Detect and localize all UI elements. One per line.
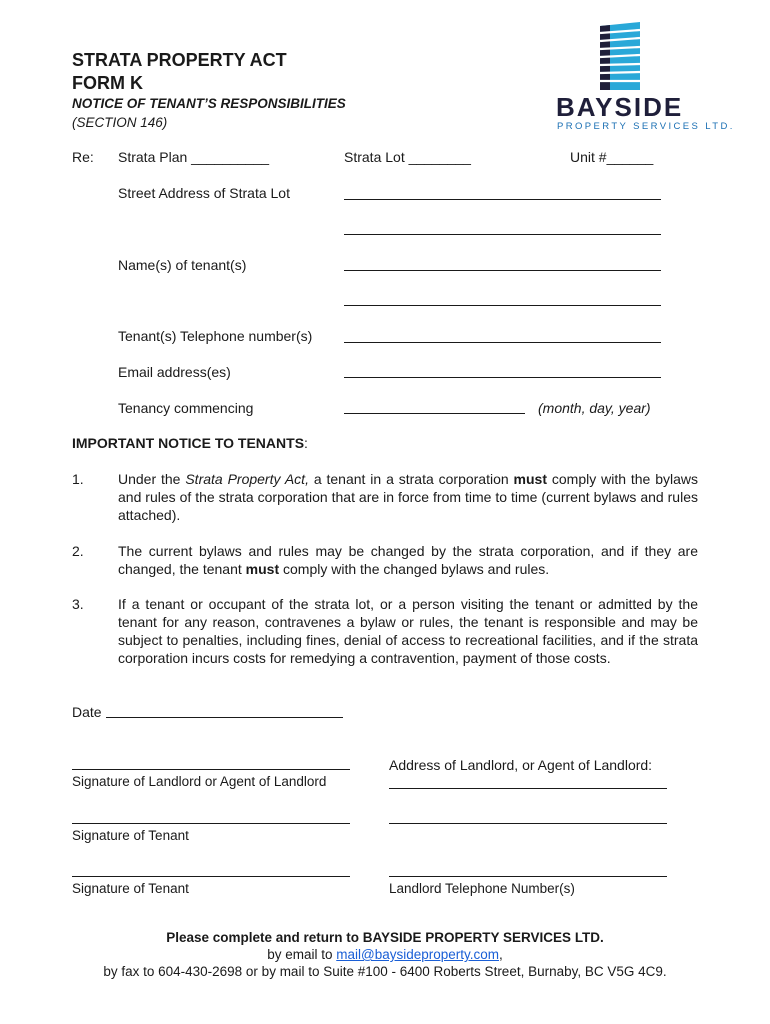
- notice-item-1: Under the Strata Property Act, a tenant in a strata corporation must comply with the bylaws and rules of the strata corporation that are in force from time to time (current bylaws and rules attached).: [118, 471, 698, 523]
- strata-lot-field[interactable]: Strata Lot ________: [344, 149, 471, 165]
- unit-field[interactable]: Unit #______: [570, 149, 654, 165]
- email-label: Email address(es): [118, 364, 231, 380]
- telephone-line[interactable]: [344, 342, 661, 343]
- form-title: STRATA PROPERTY ACT: [72, 50, 287, 70]
- street-address-label: Street Address of Strata Lot: [118, 185, 290, 201]
- notice-title: NOTICE OF TENANT’S RESPONSIBILITIES: [72, 96, 346, 111]
- landlord-address-label: Address of Landlord, or Agent of Landlord:: [389, 757, 653, 773]
- landlord-signature-label: Signature of Landlord or Agent of Landlord: [72, 774, 327, 789]
- footer-address: by fax to 604-430-2698 or by mail to Suite #100 - 6400 Roberts Street, Burnaby, BC V5G 4C9.: [103, 964, 667, 979]
- notice-heading: IMPORTANT NOTICE TO TENANTS:: [72, 435, 308, 451]
- tenant-signature-label-1: Signature of Tenant: [72, 828, 189, 843]
- landlord-address-line-2[interactable]: [389, 823, 667, 824]
- item-number: 1.: [72, 471, 84, 487]
- logo-name: BAYSIDE: [556, 92, 684, 122]
- tenant-signature-line-1[interactable]: [72, 823, 350, 824]
- landlord-address-line-1[interactable]: [389, 788, 667, 789]
- tenancy-label: Tenancy commencing: [118, 400, 254, 416]
- street-address-line-2[interactable]: [344, 234, 661, 235]
- tenancy-date-hint: (month, day, year): [538, 400, 651, 416]
- tenant-signature-label-2: Signature of Tenant: [72, 881, 189, 896]
- email-link[interactable]: mail@baysideproperty.com: [336, 947, 500, 962]
- street-address-line-1[interactable]: [344, 199, 661, 200]
- tenant-signature-line-2[interactable]: [72, 876, 350, 877]
- strata-plan-field[interactable]: Strata Plan __________: [118, 149, 270, 165]
- logo-tagline: PROPERTY SERVICES LTD.: [557, 121, 735, 132]
- section-reference: (SECTION 146): [72, 115, 168, 130]
- landlord-phone-line[interactable]: [389, 876, 667, 877]
- email-line[interactable]: [344, 377, 661, 378]
- telephone-label: Tenant(s) Telephone number(s): [118, 328, 313, 344]
- date-label: Date: [72, 704, 102, 720]
- tenant-names-line-2[interactable]: [344, 305, 661, 306]
- landlord-phone-label: Landlord Telephone Number(s): [389, 881, 575, 896]
- footer-instruction: Please complete and return to BAYSIDE PROPERTY SERVICES LTD.: [166, 930, 604, 945]
- footer-email-line: by email to mail@baysideproperty.com,: [267, 947, 503, 962]
- building-icon: [596, 20, 644, 92]
- notice-item-3: If a tenant or occupant of the strata lot, or a person visiting the tenant or admitted by the tenant for any reason, contravenes a bylaw or rules, the tenant is responsible and may be subject to penalties, including fines, denial of access to recreational facilities, and if the strata corporation incurs costs for remedying a contravention, payment of those costs.: [118, 596, 698, 666]
- form-subtitle-k: FORM K: [72, 73, 143, 93]
- re-label: Re:: [72, 149, 94, 165]
- date-line[interactable]: [106, 717, 343, 718]
- notice-item-2: The current bylaws and rules may be changed by the strata corporation, and if they are changed, the tenant must comply with the changed bylaws and rules.: [118, 543, 698, 577]
- item-number: 3.: [72, 596, 84, 612]
- landlord-signature-line[interactable]: [72, 769, 350, 770]
- item-number: 2.: [72, 543, 84, 559]
- tenancy-date-line[interactable]: [344, 413, 525, 414]
- tenant-names-line-1[interactable]: [344, 270, 661, 271]
- tenant-names-label: Name(s) of tenant(s): [118, 257, 247, 273]
